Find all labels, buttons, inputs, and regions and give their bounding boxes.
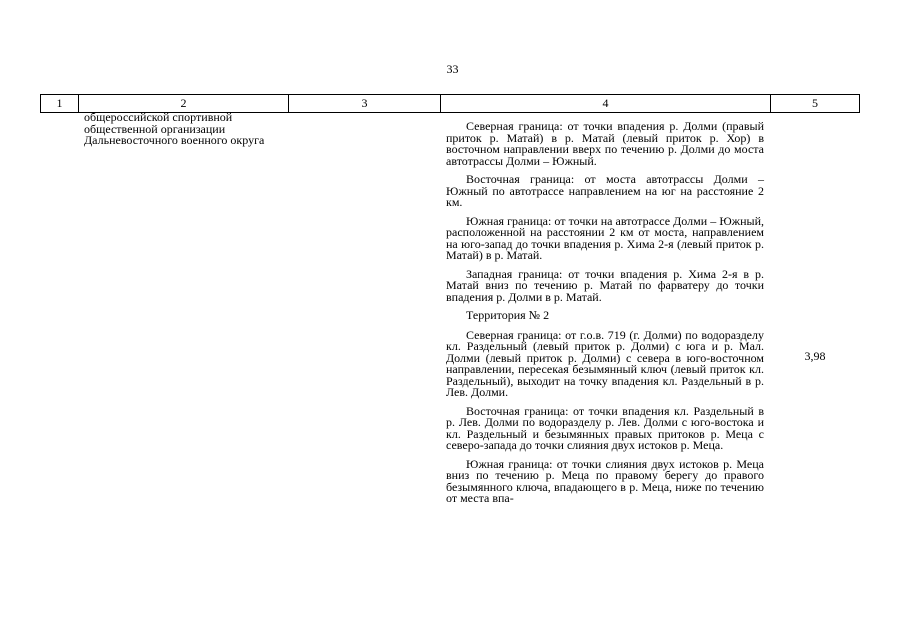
organization-name: общероссийской спортивной общественной организации Дальневосточного военного округа (84, 110, 265, 147)
header-col-3: 3 (288, 95, 440, 112)
territory-area: 3,98 (804, 349, 826, 363)
south-boundary-2: Южная граница: от точки слияния двух истоков р. Меца вниз по течению р. Меца по правому берегу до правого безымянного ключа, впадающего в р. Меца, ниже по течению от места впа- (446, 456, 764, 505)
header-col-4: 4 (440, 95, 770, 112)
boundary-description (446, 121, 764, 512)
header-col-2: 2 (78, 95, 288, 112)
north-boundary-1: Северная граница: от точки впадения р. Долми (правый приток р. Матай) в р. Матай (левый приток р. Хор) в восточном направлении вверх по течению р. Долми до моста автотрассы Долми – Южный. (446, 119, 764, 168)
header-col-1: 1 (40, 95, 78, 112)
east-boundary-1: Восточная граница: от моста автотрассы Долми – Южный по автотрассе направлением на юг на расстояние 2 км. (446, 172, 764, 209)
east-boundary-2: Восточная граница: от точки впадения кл. Раздельный в р. Лев. Долми по водоразделу р. Лев. Долми с юго-востока и кл. Раздельный и безымянных правых притоков р. Меца с северо-запада до точки слияния двух истоков р. Меца. (446, 403, 764, 452)
south-boundary-1: Южная граница: от точки на автотрассе Долми – Южный, расположенной на расстоянии 2 км от моста, направлением на юго-запад до точки впадения р. Хима 2-я (левый приток р. Матай) в р. Матай. (446, 213, 764, 262)
territory-label: Территория № 2 (466, 308, 550, 322)
page-number: 33 (446, 62, 459, 76)
west-boundary-1: Западная граница: от точки впадения р. Хима 2-я в р. Матай вниз по течению р. Матай по фарватеру до точки впадения р. Долми в р. Матай. (446, 266, 764, 304)
header-col-5: 5 (770, 95, 860, 112)
north-boundary-2: Северная граница: от г.о.в. 719 (г. Долми) по водоразделу кл. Раздельный (левый приток р. Долми) с юга и р. Мал. Долми (левый приток р. Долми) с севера в юго-восточном направлении, пересекая безымянный ключ (левый приток кл. Раздельный), выходит на точку впадения кл. Раздельный в р. Лев. Долми. (446, 327, 764, 399)
